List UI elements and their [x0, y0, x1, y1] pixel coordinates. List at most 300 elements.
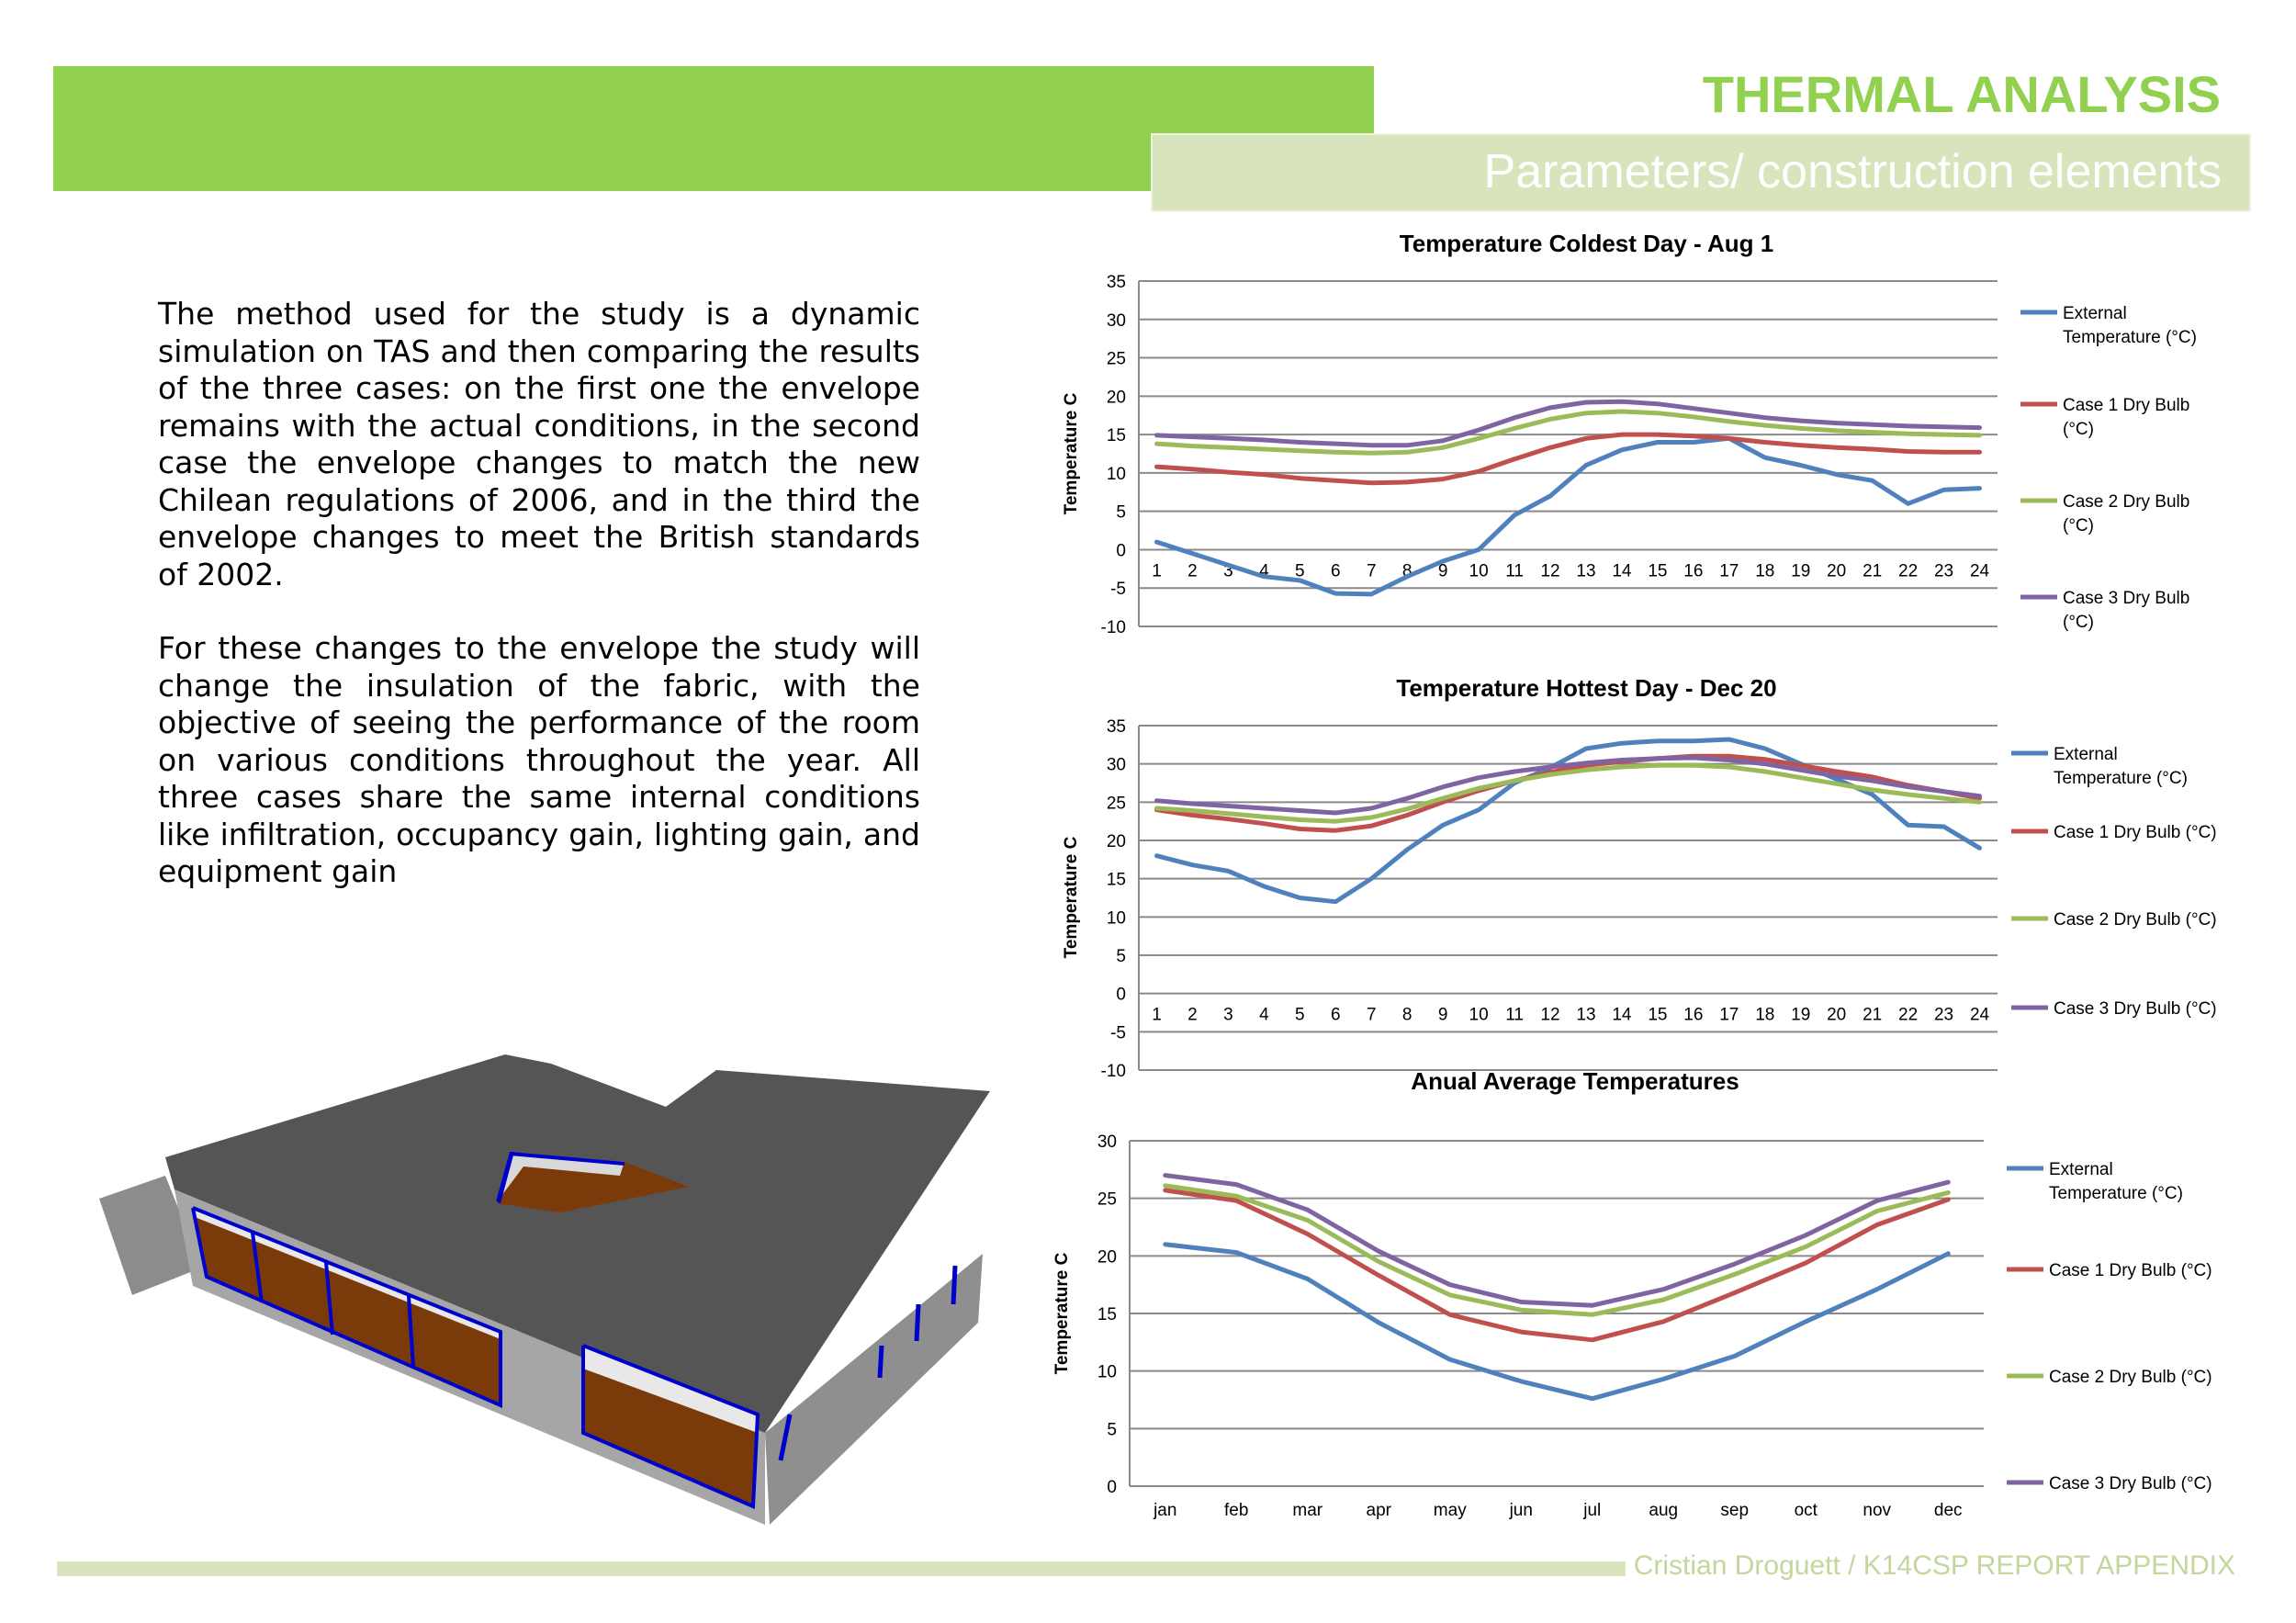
x-tick-label: 13 [1576, 561, 1596, 581]
x-tick-label: oct [1794, 1501, 1818, 1520]
x-tick-label: 4 [1259, 561, 1269, 581]
data-point [1979, 434, 1980, 435]
method-paragraph: For these changes to the envelope the study will change the insulation of the fabric, with the objective of seeing the performance of the room on various conditions throughout the year. All three cases share the same internal conditions like infiltration, occupancy gain, lighting gain, and equipment gain [158, 630, 920, 889]
data-point [1443, 440, 1444, 441]
y-axis-label: Temperature C [1062, 836, 1081, 959]
data-point [1657, 434, 1658, 435]
data-point [1800, 770, 1801, 771]
x-tick-label: 11 [1505, 1005, 1524, 1025]
x-tick-label: 14 [1612, 561, 1632, 581]
legend-label: Temperature (°C) [2049, 1184, 2183, 1203]
legend-label: Case 1 Dry Bulb [2063, 396, 2190, 415]
data-point [1521, 1310, 1522, 1311]
x-tick-label: 2 [1187, 561, 1198, 581]
data-point [1836, 783, 1837, 784]
data-point [1371, 453, 1372, 454]
data-point [1443, 798, 1444, 799]
x-tick-label: 5 [1295, 1005, 1305, 1025]
data-point [1693, 416, 1694, 417]
data-point [1728, 767, 1729, 768]
data-point [1800, 428, 1801, 429]
x-tick-label: 22 [1898, 1005, 1919, 1025]
data-point [1948, 1199, 1949, 1200]
data-point [1236, 1196, 1237, 1197]
data-point [1335, 821, 1336, 822]
data-point [1621, 401, 1622, 402]
x-tick-label: 3 [1223, 561, 1233, 581]
data-point [1764, 442, 1765, 443]
data-point [1734, 1264, 1735, 1265]
data-point [1449, 1294, 1450, 1295]
data-point [1514, 781, 1515, 782]
data-point [1872, 781, 1873, 782]
y-tick-label: 15 [1106, 426, 1126, 446]
data-point [1657, 403, 1658, 404]
y-tick-label: 30 [1106, 755, 1126, 775]
data-point [1943, 426, 1944, 427]
line-chart-2 [1062, 674, 2217, 1081]
data-point [1586, 402, 1587, 403]
x-tick-label: 10 [1469, 561, 1489, 581]
data-point [1264, 808, 1265, 809]
legend-label: External [2063, 304, 2127, 323]
data-point [1592, 1339, 1593, 1340]
data-point [1407, 576, 1408, 577]
chart-title: Anual Average Temperatures [1411, 1067, 1739, 1095]
x-tick-label: feb [1224, 1501, 1249, 1520]
data-point [1236, 1252, 1237, 1253]
data-point [1335, 830, 1336, 831]
data-point [1948, 1182, 1949, 1183]
footer-credit: Cristian Droguett / K14CSP REPORT APPENDIX [1633, 1550, 2235, 1581]
x-tick-label: 9 [1437, 1005, 1448, 1025]
data-point [1872, 432, 1873, 433]
y-tick-label: 0 [1116, 985, 1126, 1005]
data-point [1479, 549, 1480, 550]
data-point [1657, 758, 1658, 759]
data-point [1872, 480, 1873, 481]
y-tick-label: 10 [1106, 908, 1126, 929]
x-tick-label: 24 [1969, 1005, 1990, 1025]
data-point [1514, 428, 1515, 429]
legend-label: Temperature (°C) [2054, 769, 2188, 788]
y-axis-label: Temperature C [1052, 1252, 1072, 1375]
data-point [1156, 467, 1157, 468]
x-tick-label: 12 [1540, 1005, 1560, 1025]
data-point [1872, 776, 1873, 777]
data-point [1979, 848, 1980, 849]
data-point [1693, 758, 1694, 759]
data-point [1407, 850, 1408, 851]
legend-label: Case 2 Dry Bulb (°C) [2049, 1368, 2212, 1387]
data-point [1264, 576, 1265, 577]
x-tick-label: 23 [1933, 1005, 1954, 1025]
data-point [1407, 798, 1408, 799]
y-tick-label: 15 [1097, 1305, 1117, 1324]
data-point [1228, 813, 1229, 814]
data-point [1371, 826, 1372, 827]
x-tick-label: 7 [1366, 561, 1377, 581]
page-subtitle: Parameters/ construction elements [1483, 145, 2222, 198]
data-point [1876, 1224, 1877, 1225]
data-point [1156, 800, 1157, 801]
x-tick-label: 17 [1719, 561, 1739, 581]
data-point [1192, 445, 1193, 446]
y-axis-label: Temperature C [1062, 392, 1081, 515]
x-tick-label: jul [1583, 1501, 1602, 1520]
data-point [1836, 447, 1837, 448]
data-point [1734, 1356, 1735, 1357]
data-point [1592, 1305, 1593, 1306]
x-tick-label: may [1433, 1501, 1467, 1520]
y-tick-label: 5 [1107, 1420, 1117, 1440]
y-tick-label: -10 [1100, 1062, 1126, 1081]
data-point [1734, 1274, 1735, 1275]
data-point [1836, 776, 1837, 777]
x-tick-label: 4 [1259, 1005, 1269, 1025]
data-point [1192, 436, 1193, 437]
data-point [1228, 871, 1229, 872]
data-point [1550, 767, 1551, 768]
data-point [1156, 855, 1157, 856]
x-tick-label: aug [1649, 1501, 1679, 1520]
data-point [1479, 471, 1480, 472]
legend-label: Case 2 Dry Bulb (°C) [2054, 910, 2217, 930]
charts-panel [1047, 220, 2278, 1543]
x-tick-label: 19 [1791, 1005, 1811, 1025]
data-point [1872, 449, 1873, 450]
y-tick-label: 25 [1106, 794, 1126, 814]
data-point [1836, 779, 1837, 780]
data-point [1728, 412, 1729, 413]
data-point [1192, 815, 1193, 816]
x-tick-label: dec [1933, 1501, 1963, 1520]
data-point [1264, 440, 1265, 441]
data-point [1407, 808, 1408, 809]
data-point [1764, 425, 1765, 426]
y-tick-label: 10 [1097, 1362, 1117, 1382]
data-point [1764, 759, 1765, 760]
legend-label: Temperature (°C) [2063, 328, 2197, 347]
line-chart-1 [1062, 230, 2197, 637]
data-point [1764, 457, 1765, 458]
data-point [1514, 514, 1515, 515]
y-tick-label: 30 [1097, 1133, 1117, 1152]
data-point [1156, 444, 1157, 445]
series-line [1157, 438, 1980, 594]
data-point [1979, 795, 1980, 796]
data-point [1592, 1314, 1593, 1315]
data-point [1663, 1379, 1664, 1380]
y-tick-label: 30 [1106, 310, 1126, 331]
data-point [1693, 740, 1694, 741]
data-point [1443, 786, 1444, 787]
data-point [1550, 447, 1551, 448]
data-point [1264, 823, 1265, 824]
data-point [1371, 482, 1372, 483]
data-point [1621, 743, 1622, 744]
x-tick-label: 22 [1898, 561, 1919, 581]
data-point [1621, 449, 1622, 450]
x-tick-label: 6 [1330, 561, 1341, 581]
data-point [1979, 452, 1980, 453]
data-point [1621, 760, 1622, 761]
data-point [1550, 407, 1551, 408]
data-point [1449, 1314, 1450, 1315]
x-tick-label: 20 [1827, 1005, 1847, 1025]
data-point [1479, 788, 1480, 789]
x-tick-label: 3 [1223, 1005, 1233, 1025]
data-point [1479, 430, 1480, 431]
intro-paragraph: The method used for the study is a dynamic simulation on TAS and then comparing the results of the three cases: on the first one the envelope remains with the actual conditions, in the second case the envelope changes to match the new Chilean regulations of 2006, and in the third the envelope changes to meet the British standards of 2002. [158, 296, 920, 592]
x-tick-label: 2 [1187, 1005, 1198, 1025]
data-point [1979, 488, 1980, 489]
data-point [1621, 767, 1622, 768]
x-tick-label: 1 [1152, 561, 1162, 581]
y-tick-label: 35 [1106, 273, 1126, 292]
data-point [1228, 818, 1229, 819]
x-tick-label: 11 [1505, 561, 1524, 581]
x-tick-label: 5 [1295, 561, 1305, 581]
data-point [1264, 449, 1265, 450]
data-point [1586, 412, 1587, 413]
x-tick-label: jan [1154, 1501, 1177, 1520]
data-point [1550, 774, 1551, 775]
x-tick-label: sep [1720, 1501, 1750, 1520]
data-point [1800, 777, 1801, 778]
data-point [1335, 480, 1336, 481]
data-point [1657, 765, 1658, 766]
data-point [1800, 421, 1801, 422]
data-point [1307, 1210, 1308, 1211]
data-point [1550, 496, 1551, 497]
data-point [1734, 1292, 1735, 1293]
data-point [1800, 765, 1801, 766]
data-point [1943, 434, 1944, 435]
y-tick-label: 5 [1116, 947, 1126, 966]
y-tick-label: 20 [1106, 388, 1126, 408]
data-point [1586, 770, 1587, 771]
data-point [1621, 411, 1622, 412]
y-tick-label: 20 [1106, 832, 1126, 851]
data-point [1514, 417, 1515, 418]
data-point [1449, 1359, 1450, 1360]
data-point [1479, 438, 1480, 439]
x-tick-label: 7 [1366, 1005, 1377, 1025]
legend-label: Case 1 Dry Bulb (°C) [2054, 823, 2217, 842]
data-point [1592, 1398, 1593, 1399]
data-point [1943, 827, 1944, 828]
data-point [1156, 542, 1157, 543]
subtitle-box [1151, 133, 2251, 212]
data-point [1872, 790, 1873, 791]
data-point [1876, 1200, 1877, 1201]
x-tick-label: 24 [1969, 561, 1990, 581]
data-point [1371, 808, 1372, 809]
data-point [1443, 447, 1444, 448]
data-point [1663, 1321, 1664, 1322]
legend-label: External [2049, 1160, 2113, 1179]
data-point [1979, 802, 1980, 803]
data-point [1443, 561, 1444, 562]
y-tick-label: 35 [1106, 717, 1126, 737]
data-point [1192, 468, 1193, 469]
x-tick-label: 10 [1469, 1005, 1489, 1025]
data-point [1236, 1184, 1237, 1185]
x-tick-label: 15 [1648, 561, 1668, 581]
data-point [1800, 465, 1801, 466]
data-point [1192, 810, 1193, 811]
legend-label: (°C) [2063, 420, 2094, 439]
data-point [1407, 815, 1408, 816]
y-tick-label: 0 [1116, 541, 1126, 561]
data-point [1943, 798, 1944, 799]
data-point [1586, 762, 1587, 763]
data-point [1663, 1289, 1664, 1290]
data-point [1663, 1300, 1664, 1301]
legend-label: (°C) [2063, 613, 2094, 632]
data-point [1264, 886, 1265, 887]
legend-label: Case 2 Dry Bulb [2063, 492, 2190, 512]
y-tick-label: 25 [1106, 349, 1126, 369]
data-point [1335, 813, 1336, 814]
page-title: THERMAL ANALYSIS [1702, 65, 2221, 123]
data-point [1449, 1284, 1450, 1285]
data-point [1728, 421, 1729, 422]
data-point [1943, 452, 1944, 453]
series-line [1157, 401, 1980, 445]
data-point [1371, 817, 1372, 818]
legend-label: Case 3 Dry Bulb (°C) [2049, 1474, 2212, 1493]
x-tick-label: jun [1509, 1501, 1533, 1520]
data-point [1521, 1332, 1522, 1333]
data-point [1335, 452, 1336, 453]
y-tick-label: 15 [1106, 870, 1126, 890]
data-point [1335, 444, 1336, 445]
x-tick-label: 14 [1612, 1005, 1632, 1025]
data-point [1335, 901, 1336, 902]
data-point [1514, 458, 1515, 459]
y-tick-label: 5 [1116, 502, 1126, 523]
x-tick-label: 9 [1437, 561, 1448, 581]
data-point [1264, 474, 1265, 475]
data-point [1307, 1220, 1308, 1221]
legend-label: Case 1 Dry Bulb (°C) [2049, 1261, 2212, 1280]
x-tick-label: 1 [1152, 1005, 1162, 1025]
x-tick-label: 6 [1330, 1005, 1341, 1025]
data-point [1621, 434, 1622, 435]
data-point [1443, 802, 1444, 803]
data-point [1948, 1253, 1949, 1254]
footer-bar [57, 1561, 1626, 1576]
y-tick-label: 10 [1106, 464, 1126, 484]
data-point [1192, 804, 1193, 805]
data-point [1657, 740, 1658, 741]
data-point [1693, 408, 1694, 409]
data-point [1728, 438, 1729, 439]
x-tick-label: 23 [1933, 561, 1954, 581]
data-point [1979, 427, 1980, 428]
x-tick-label: 21 [1863, 1005, 1883, 1025]
data-point [1371, 878, 1372, 879]
x-tick-label: 21 [1863, 561, 1883, 581]
data-point [1872, 424, 1873, 425]
x-tick-label: 8 [1401, 561, 1412, 581]
x-tick-label: 16 [1683, 1005, 1704, 1025]
data-point [1479, 809, 1480, 810]
data-point [1228, 438, 1229, 439]
series-line [1165, 1176, 1949, 1306]
data-point [1728, 739, 1729, 740]
series-line [1165, 1245, 1949, 1399]
data-point [1443, 825, 1444, 826]
data-point [1728, 760, 1729, 761]
chart-title: Temperature Coldest Day - Aug 1 [1399, 230, 1774, 257]
x-tick-label: 20 [1827, 561, 1847, 581]
data-point [1693, 435, 1694, 436]
legend-label: Case 3 Dry Bulb (°C) [2054, 999, 2217, 1019]
data-point [1764, 763, 1765, 764]
legend-label: External [2054, 745, 2118, 764]
data-point [1728, 756, 1729, 757]
y-tick-label: -10 [1100, 618, 1126, 637]
data-point [1657, 442, 1658, 443]
chart-title: Temperature Hottest Day - Dec 20 [1396, 674, 1777, 702]
data-point [1876, 1211, 1877, 1212]
x-tick-label: 13 [1576, 1005, 1596, 1025]
legend-label: Case 3 Dry Bulb [2063, 589, 2190, 608]
data-point [1657, 412, 1658, 413]
data-point [1764, 417, 1765, 418]
x-tick-label: 18 [1755, 1005, 1775, 1025]
x-tick-label: mar [1292, 1501, 1323, 1520]
y-tick-label: -5 [1110, 1023, 1126, 1043]
data-point [1836, 430, 1837, 431]
y-tick-label: -5 [1110, 580, 1126, 600]
data-point [1228, 472, 1229, 473]
x-tick-label: apr [1366, 1501, 1391, 1520]
data-point [1943, 791, 1944, 792]
data-point [1192, 864, 1193, 865]
x-tick-label: 15 [1648, 1005, 1668, 1025]
data-point [1156, 434, 1157, 435]
data-point [1693, 442, 1694, 443]
data-point [1948, 1192, 1949, 1193]
data-point [1228, 565, 1229, 566]
data-point [1192, 553, 1193, 554]
x-tick-label: 8 [1401, 1005, 1412, 1025]
data-point [1586, 465, 1587, 466]
y-tick-label: 0 [1107, 1478, 1117, 1497]
data-point [1479, 777, 1480, 778]
data-point [1876, 1289, 1877, 1290]
x-tick-label: 12 [1540, 561, 1560, 581]
x-tick-label: nov [1863, 1501, 1892, 1520]
line-chart-3 [1052, 1067, 2212, 1520]
legend-label: (°C) [2063, 516, 2094, 535]
data-point [1836, 474, 1837, 475]
y-tick-label: 20 [1097, 1247, 1117, 1268]
x-tick-label: 16 [1683, 561, 1704, 581]
data-point [1693, 765, 1694, 766]
data-point [1586, 438, 1587, 439]
x-tick-label: 19 [1791, 561, 1811, 581]
data-point [1550, 419, 1551, 420]
data-point [1764, 749, 1765, 750]
data-point [1228, 447, 1229, 448]
y-tick-label: 25 [1097, 1189, 1117, 1210]
building-3d-render [92, 1029, 1001, 1543]
